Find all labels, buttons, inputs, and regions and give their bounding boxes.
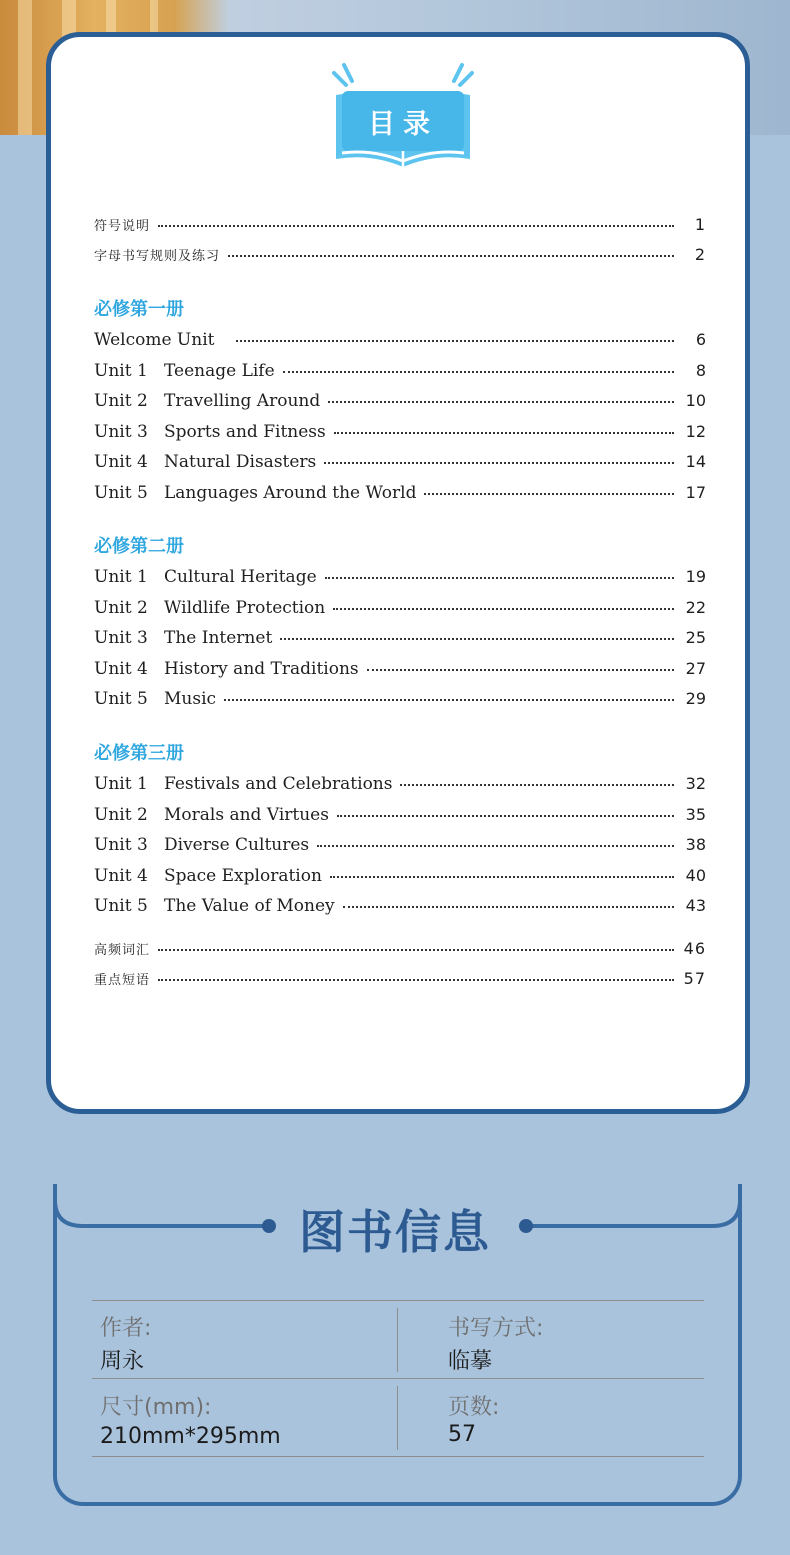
toc-unit-number: Unit 3 [94, 628, 148, 648]
toc-page-number: 12 [685, 422, 706, 441]
toc-unit-entry [94, 567, 706, 591]
toc-entry-title: Space Exploration [164, 866, 322, 886]
info-column-divider [397, 1308, 398, 1372]
toc-dot-leader [367, 667, 674, 671]
toc-page-number: 25 [685, 628, 706, 647]
toc-dot-leader [236, 338, 674, 342]
toc-unit-entry [94, 835, 706, 859]
toc-unit-entry [94, 391, 706, 415]
toc-unit-number: Unit 2 [94, 598, 148, 618]
toc-unit-number: Unit 2 [94, 391, 148, 411]
toc-dot-leader [328, 399, 674, 403]
toc-unit-number: Unit 4 [94, 866, 148, 886]
toc-unit-entry [94, 422, 706, 446]
toc-unit-entry [94, 598, 706, 622]
toc-entry-title: History and Traditions [164, 659, 359, 679]
writing-style-label: 书写方式: [448, 1316, 544, 1341]
toc-unit-number: Unit 3 [94, 835, 148, 855]
toc-dot-leader [337, 813, 674, 817]
toc-page-number: 14 [685, 452, 706, 471]
size-label: 尺寸(mm): [100, 1395, 212, 1420]
toc-page-number: 6 [695, 330, 706, 349]
toc-page-number: 29 [685, 689, 706, 708]
toc-entry-title: Teenage Life [164, 361, 275, 381]
toc-unit-number: Unit 5 [94, 689, 148, 709]
toc-unit-number: Unit 2 [94, 805, 148, 825]
toc-unit-entry [94, 896, 706, 920]
toc-unit-number: Unit 1 [94, 774, 148, 794]
toc-page-number: 8 [695, 361, 706, 380]
toc-unit-entry [94, 659, 706, 683]
book-info-title: 图书信息 [299, 1205, 491, 1259]
toc-unit-entry [94, 330, 706, 354]
toc-entry-title: The Internet [164, 628, 273, 648]
author-label: 作者: [100, 1316, 152, 1341]
toc-page-number: 35 [685, 805, 706, 824]
toc-entry-title: Sports and Fitness [164, 422, 326, 442]
toc-page-number: 17 [685, 483, 706, 502]
toc-page-number: 38 [685, 835, 706, 854]
toc-entry-title: Languages Around the World [164, 483, 417, 503]
toc-unit-number: Unit 5 [94, 896, 148, 916]
toc-entry-title: Morals and Virtues [164, 805, 329, 825]
open-book-icon [330, 61, 476, 173]
book-icon-label: 目录 [368, 109, 438, 140]
toc-entry-title: Natural Disasters [164, 452, 317, 472]
toc-unit-entry [94, 866, 706, 890]
toc-unit-number: Unit 5 [94, 483, 148, 503]
toc-unit-entry [94, 805, 706, 829]
toc-dot-leader [283, 369, 674, 373]
toc-page-number: 32 [685, 774, 706, 793]
toc-back-entry [94, 939, 706, 963]
toc-dot-leader [158, 223, 674, 227]
author-value: 周永 [100, 1349, 145, 1374]
toc-unit-entry [94, 483, 706, 507]
toc-page-number: 27 [685, 659, 706, 678]
toc-section-title: 必修第三册 [94, 743, 184, 764]
toc-dot-leader [325, 575, 674, 579]
toc-entry-title: Wildlife Protection [164, 598, 326, 618]
toc-entry-title: Cultural Heritage [164, 567, 317, 587]
toc-entry-title: Travelling Around [164, 391, 321, 411]
toc-section-title: 必修第一册 [94, 299, 184, 320]
toc-dot-leader [280, 636, 674, 640]
toc-entry-title: Diverse Cultures [164, 835, 310, 855]
toc-back-entry [94, 969, 706, 993]
toc-unit-number: Unit 1 [94, 567, 148, 587]
info-divider [92, 1378, 704, 1379]
toc-page-number: 10 [685, 391, 706, 410]
toc-unit-entry [94, 774, 706, 798]
toc-unit-entry [94, 452, 706, 476]
toc-section-title: 必修第二册 [94, 536, 184, 557]
toc-front-entry [94, 245, 706, 269]
toc-entry-title: Festivals and Celebrations [164, 774, 393, 794]
writing-style-value: 临摹 [448, 1349, 493, 1374]
toc-unit-entry [94, 628, 706, 652]
toc-dot-leader [224, 697, 674, 701]
size-value: 210mm*295mm [100, 1424, 281, 1449]
toc-dot-leader [324, 460, 674, 464]
page-count-value: 57 [448, 1422, 476, 1447]
photo-stripe [18, 0, 32, 135]
toc-entry-title: 符号说明 [94, 219, 151, 234]
toc-dot-leader [333, 606, 674, 610]
toc-entry-title: The Value of Money [164, 896, 335, 916]
toc-entry-title: Music [164, 689, 217, 709]
toc-unit-number: Welcome Unit [94, 330, 215, 350]
page-count-label: 页数: [448, 1395, 500, 1420]
toc-dot-leader [158, 977, 674, 981]
toc-front-entry [94, 215, 706, 239]
toc-page-number: 22 [685, 598, 706, 617]
toc-dot-leader [334, 430, 674, 434]
toc-page-number: 1 [694, 215, 706, 234]
toc-unit-number: Unit 4 [94, 659, 148, 679]
toc-entry-title: 字母书写规则及练习 [94, 249, 221, 264]
toc-dot-leader [400, 782, 674, 786]
table-of-contents-card [46, 32, 750, 1114]
toc-page-number: 19 [685, 567, 706, 586]
toc-dot-leader [158, 947, 674, 951]
toc-entry-title: 重点短语 [94, 973, 151, 988]
info-divider [92, 1456, 704, 1457]
toc-page-number: 57 [683, 969, 706, 988]
toc-page-number: 2 [694, 245, 706, 264]
toc-unit-number: Unit 1 [94, 361, 148, 381]
info-column-divider [397, 1386, 398, 1450]
toc-dot-leader [330, 874, 674, 878]
toc-page-number: 43 [685, 896, 706, 915]
toc-page-number: 40 [685, 866, 706, 885]
toc-dot-leader [424, 491, 674, 495]
toc-dot-leader [228, 253, 674, 257]
toc-unit-number: Unit 4 [94, 452, 148, 472]
toc-dot-leader [343, 904, 674, 908]
info-divider [92, 1300, 704, 1301]
toc-page-number: 46 [683, 939, 706, 958]
toc-entry-title: 高频词汇 [94, 943, 151, 958]
toc-unit-entry [94, 689, 706, 713]
toc-unit-entry [94, 361, 706, 385]
toc-unit-number: Unit 3 [94, 422, 148, 442]
toc-dot-leader [317, 843, 674, 847]
